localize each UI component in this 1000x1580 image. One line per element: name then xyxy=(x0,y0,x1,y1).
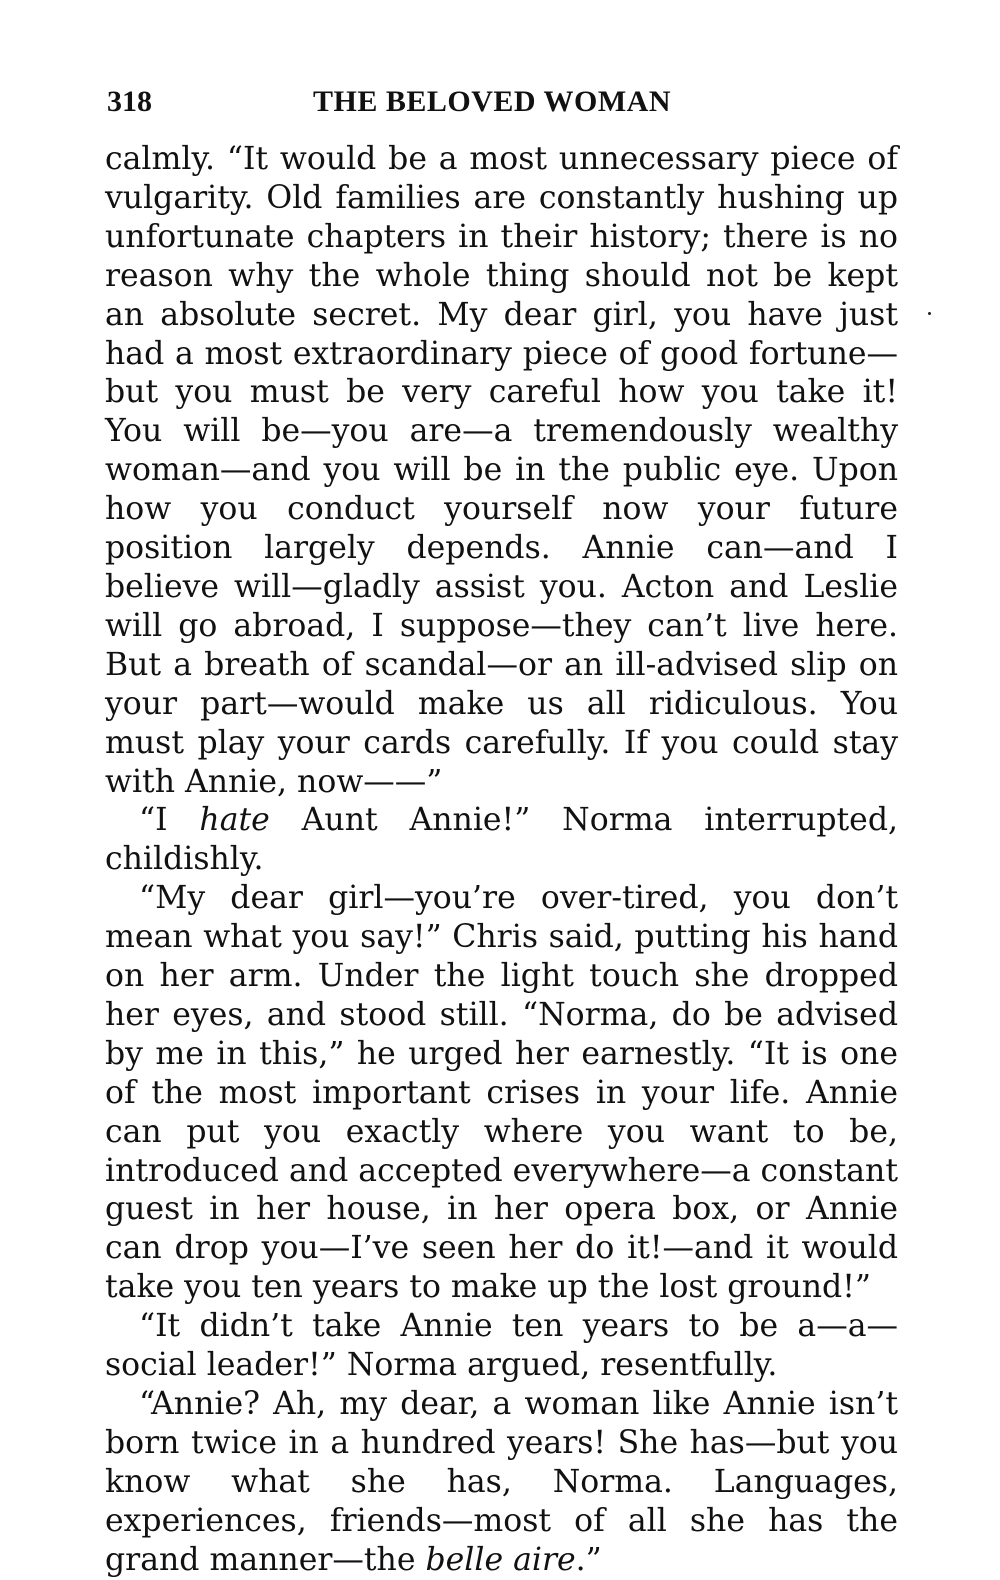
italic-emphasis: belle aire xyxy=(425,1541,576,1578)
paragraph-text: “It didn’t take Annie ten years to be a—a—social leader!” Norma argued, resentfully. xyxy=(105,1308,898,1384)
paragraph-text: .” xyxy=(575,1541,602,1578)
body-text xyxy=(105,140,898,1580)
paragraph-5 xyxy=(105,1385,898,1580)
page-number: 318 xyxy=(107,85,152,118)
paragraph-text: calmly. “It would be a most unnecessary piece of vulgarity. Old families are constantly hushing up unfortunate chapters in their history; there is no reason why the whole thing should not be kept an absolute secret. My dear girl, you have just had a most extraordinary piece of good fortune—but you must be very careful how you take it! You will be—you are—a tremendously wealthy woman—and you will be in the public eye. Upon how you conduct yourself now your future position largely depends. Annie can—and I believe will—gladly assist you. Acton and Leslie will go abroad, I suppose—they can’t live here. But a breath of scandal—or an ill-advised slip on your part—would make us all ridiculous. You must play your cards carefully. If you could stay with Annie, now——” xyxy=(105,141,898,800)
print-speck xyxy=(928,312,931,315)
paragraph-2 xyxy=(105,801,898,879)
paragraph-3 xyxy=(105,879,898,1307)
running-head: THE BELOVED WOMAN xyxy=(313,85,671,118)
paragraph-text: “I xyxy=(139,802,200,839)
paragraph-text: Aunt Annie!” Norma interrupted, childishly. xyxy=(105,802,898,878)
paragraph-text: “Annie? Ah, my dear, a woman like Annie isn’t born twice in a hundred years! She has—but you know what she has, Norma. Languages, experiences, friends—most of all she has the grand manner—the xyxy=(105,1386,898,1578)
page-header xyxy=(107,80,897,124)
paragraph-1 xyxy=(105,140,898,801)
italic-emphasis: hate xyxy=(199,802,270,839)
paragraph-4 xyxy=(105,1307,898,1385)
paragraph-text: “My dear girl—you’re over-tired, you don’t mean what you say!” Chris said, putting his hand on her arm. Under the light touch she dropped her eyes, and stood still. “Norma, do be advised by me in this,” he urged her earnestly. “It is one of the most important crises in your life. Annie can put you exactly where you want to be, introduced and accepted everywhere—a constant guest in her house, in her opera box, or Annie can drop you—I’ve seen her do it!—and it would take you ten years to make up the lost ground!” xyxy=(105,880,898,1306)
